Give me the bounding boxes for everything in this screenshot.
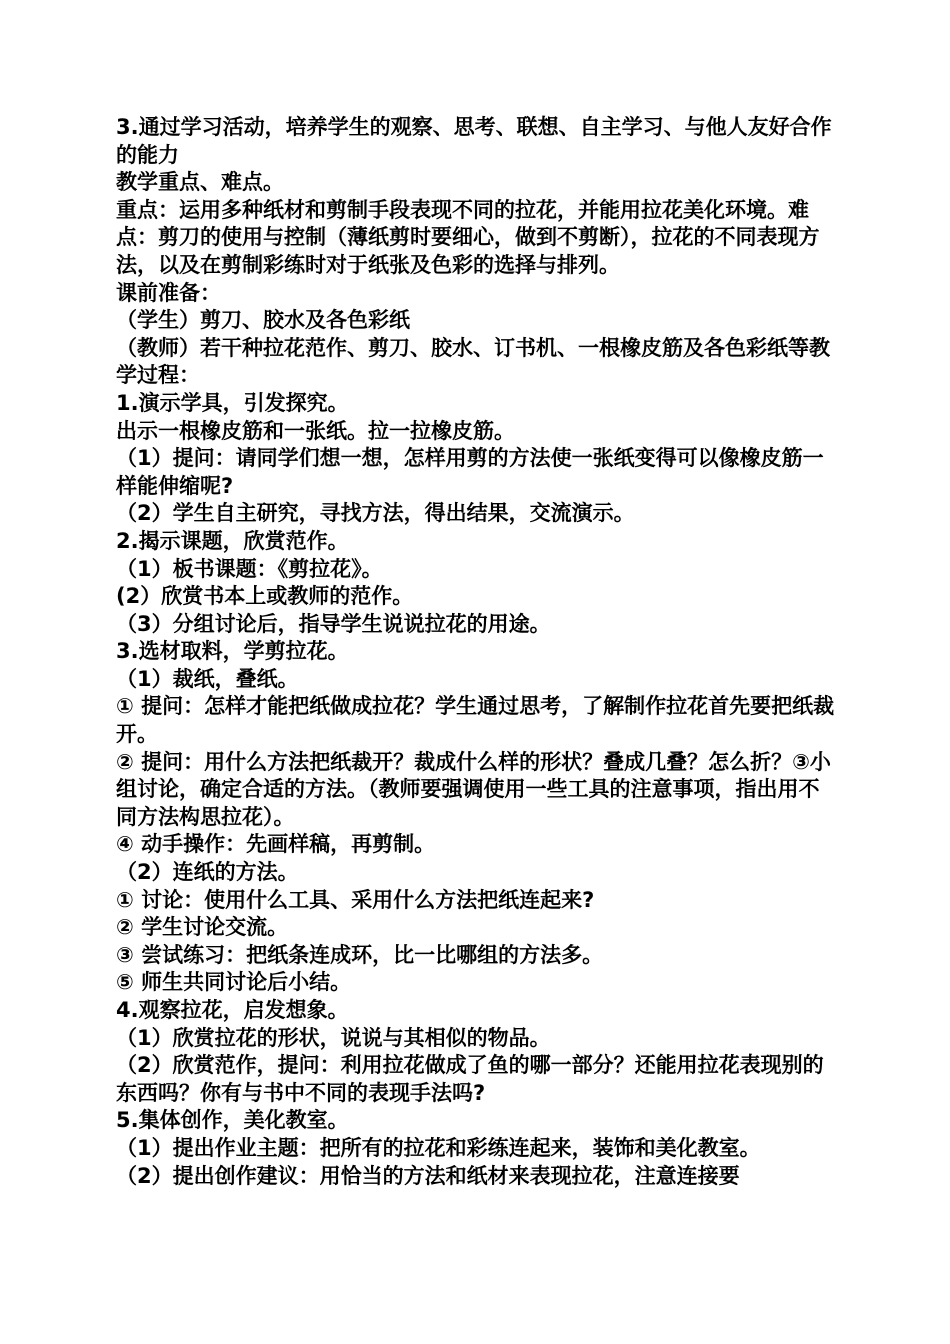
paragraph: 5.集体创作，美化教室。 — [116, 1108, 349, 1133]
paragraph: 1.演示学具，引发探究。 — [116, 390, 349, 415]
paragraph: （3）分组讨论后，指导学生说说拉花的用途。 — [116, 611, 551, 636]
paragraph: ① 讨论：使用什么工具、采用什么方法把纸连起来? — [116, 887, 595, 912]
paragraph: ③ 尝试练习：把纸条连成环，比一比哪组的方法多。 — [116, 942, 604, 967]
paragraph: （学生）剪刀、胶水及各色彩纸 — [116, 308, 410, 333]
paragraph: （教师）若干种拉花范作、剪刀、胶水、订书机、一根橡皮筋及各色彩纸等教学过程： — [116, 335, 830, 388]
paragraph: ⑤ 师生共同讨论后小结。 — [116, 970, 352, 995]
paragraph: 教学重点、难点。 — [116, 170, 284, 195]
paragraph: 3.选材取料，学剪拉花。 — [116, 639, 349, 664]
paragraph: （2）学生自主研究，寻找方法，得出结果，交流演示。 — [116, 501, 635, 526]
paragraph: 重点：运用多种纸材和剪制手段表现不同的拉花，并能用拉花美化环境。难点：剪刀的使用与控制（薄纸剪时要细心，做到不剪断），拉花的不同表现方法，以及在剪制彩练时对于纸张及色彩的选择与排列。 — [116, 197, 820, 277]
paragraph: ④ 动手操作：先画样稿，再剪制。 — [116, 832, 436, 857]
paragraph: 2.揭示课题，欣赏范作。 — [116, 528, 349, 553]
paragraph: 课前准备： — [116, 280, 221, 305]
paragraph: （2）提出创作建议：用恰当的方法和纸材来表现拉花，注意连接要 — [116, 1163, 740, 1188]
paragraph: （1）提出作业主题：把所有的拉花和彩练连起来，装饰和美化教室。 — [116, 1135, 761, 1160]
paragraph: 4.观察拉花，启发想象。 — [116, 998, 349, 1022]
paragraph: （2）连纸的方法。 — [116, 860, 299, 885]
paragraph: （1）裁纸，叠纸。 — [116, 666, 299, 691]
paragraph: 3.通过学习活动，培养学生的观察、思考、联想、自主学习、与他人友好合作的能力 — [116, 115, 832, 167]
paragraph: （1）提问：请同学们想一想，怎样用剪的方法使一张纸变得可以像橡皮筋一样能伸缩呢? — [116, 446, 824, 498]
paragraph: （1）板书课题：《剪拉花》。 — [116, 556, 383, 581]
paragraph: 出示一根橡皮筋和一张纸。拉一拉橡皮筋。 — [116, 418, 515, 443]
paragraph: （1）欣赏拉花的形状，说说与其相似的物品。 — [116, 1025, 551, 1050]
paragraph: （2）欣赏范作，提问：利用拉花做成了鱼的哪一部分？还能用拉花表现别的东西吗？你有与书中不同的表现手法吗? — [116, 1053, 824, 1105]
paragraph: ① 提问：怎样才能把纸做成拉花？学生通过思考，了解制作拉花首先要把纸裁开。 — [116, 694, 835, 747]
document-body — [116, 114, 836, 1190]
paragraph: (2）欣赏书本上或教师的范作。 — [116, 584, 414, 609]
paragraph: ② 学生讨论交流。 — [116, 915, 289, 940]
paragraph: ② 提问：用什么方法把纸裁开？裁成什么样的形状？叠成几叠？怎么折？③小组讨论，确定合适的方法。（教师要强调使用一些工具的注意事项，指出用不同方法构思拉花）。 — [116, 749, 831, 829]
